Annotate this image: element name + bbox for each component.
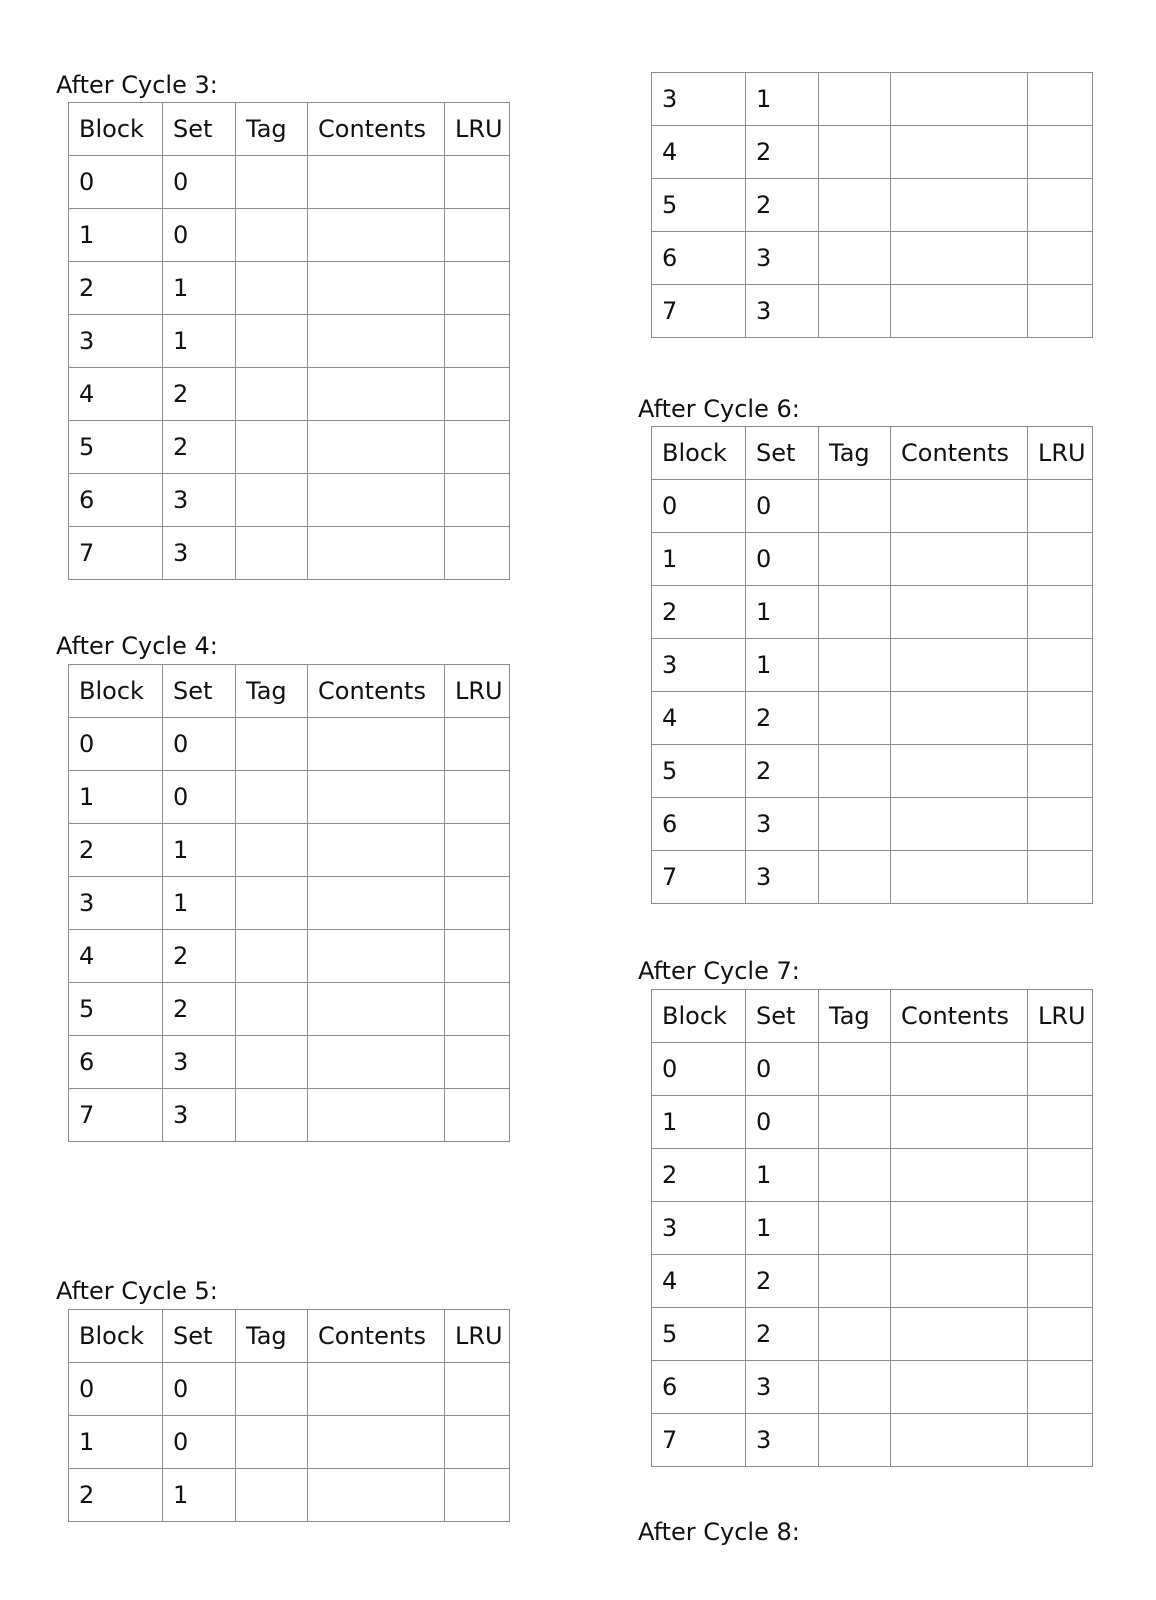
cell-set: 3 (746, 1361, 819, 1414)
cell-lru (1028, 1202, 1093, 1255)
cell-tag (819, 586, 891, 639)
cell-lru (1028, 851, 1093, 904)
cell-set: 0 (746, 1096, 819, 1149)
cache-table-cycle-7 (651, 989, 1093, 1467)
cell-contents (308, 1416, 445, 1469)
column-header-block: Block (69, 103, 163, 156)
table-row (652, 692, 1093, 745)
column-header-set: Set (746, 990, 819, 1043)
column-header-set: Set (163, 1310, 236, 1363)
table-header-row (652, 990, 1093, 1043)
table-row (69, 1416, 510, 1469)
cell-set: 2 (746, 692, 819, 745)
cell-block: 7 (69, 1089, 163, 1142)
heading-after-cycle-5: After Cycle 5: (56, 1277, 218, 1305)
heading-after-cycle-4: After Cycle 4: (56, 632, 218, 660)
table-row (69, 771, 510, 824)
cell-contents (891, 639, 1028, 692)
cell-lru (445, 474, 510, 527)
cell-block: 2 (69, 262, 163, 315)
cell-set: 3 (746, 1414, 819, 1467)
table-row (652, 1414, 1093, 1467)
cell-tag (819, 745, 891, 798)
cell-contents (308, 1469, 445, 1522)
cell-block: 3 (69, 877, 163, 930)
cell-tag (819, 1043, 891, 1096)
cell-set: 0 (163, 156, 236, 209)
table-row (69, 983, 510, 1036)
cell-lru (1028, 1149, 1093, 1202)
cell-set: 3 (746, 798, 819, 851)
cell-lru (1028, 533, 1093, 586)
cell-set: 3 (746, 232, 819, 285)
cell-lru (1028, 1308, 1093, 1361)
cell-set: 1 (746, 586, 819, 639)
cell-tag (236, 1469, 308, 1522)
cell-set: 1 (163, 1469, 236, 1522)
cell-block: 1 (652, 1096, 746, 1149)
cell-lru (1028, 73, 1093, 126)
cell-lru (1028, 126, 1093, 179)
cache-table-cycle-5 (68, 1309, 510, 1522)
cell-block: 2 (652, 586, 746, 639)
cell-tag (236, 262, 308, 315)
table-row (652, 1149, 1093, 1202)
cell-block: 7 (652, 285, 746, 338)
column-header-lru: LRU (1028, 990, 1093, 1043)
table-row (652, 586, 1093, 639)
cell-set: 0 (163, 1363, 236, 1416)
table-row (652, 1043, 1093, 1096)
cache-table-cycle-5-continued (651, 72, 1093, 338)
table-row (69, 1469, 510, 1522)
cell-lru (445, 1416, 510, 1469)
table-row (652, 851, 1093, 904)
cell-contents (891, 126, 1028, 179)
cell-set: 2 (163, 983, 236, 1036)
cell-lru (1028, 232, 1093, 285)
cell-block: 1 (69, 209, 163, 262)
cell-set: 3 (746, 851, 819, 904)
cell-set: 2 (163, 930, 236, 983)
column-header-tag: Tag (236, 1310, 308, 1363)
cell-block: 2 (69, 1469, 163, 1522)
cell-set: 1 (163, 315, 236, 368)
cell-tag (236, 771, 308, 824)
column-header-block: Block (652, 427, 746, 480)
cell-tag (819, 692, 891, 745)
cell-contents (308, 315, 445, 368)
cell-set: 1 (746, 73, 819, 126)
cell-block: 6 (652, 232, 746, 285)
cell-lru (1028, 692, 1093, 745)
cell-tag (819, 533, 891, 586)
cell-lru (445, 824, 510, 877)
column-header-block: Block (69, 665, 163, 718)
cell-block: 0 (69, 156, 163, 209)
cell-tag (819, 798, 891, 851)
cell-block: 7 (69, 527, 163, 580)
cell-lru (445, 1036, 510, 1089)
cell-tag (819, 126, 891, 179)
cell-tag (236, 421, 308, 474)
cell-contents (308, 930, 445, 983)
cell-lru (445, 421, 510, 474)
cell-block: 6 (69, 1036, 163, 1089)
cache-table-cycle-3 (68, 102, 510, 580)
cell-set: 1 (163, 262, 236, 315)
cell-block: 6 (69, 474, 163, 527)
table-row (69, 1089, 510, 1142)
table-row (652, 798, 1093, 851)
column-header-contents: Contents (891, 427, 1028, 480)
cell-contents (891, 1255, 1028, 1308)
cell-tag (236, 1416, 308, 1469)
table-row (69, 1363, 510, 1416)
cell-block: 3 (652, 1202, 746, 1255)
cell-block: 0 (652, 1043, 746, 1096)
cell-contents (308, 771, 445, 824)
cell-lru (445, 983, 510, 1036)
cell-contents (891, 232, 1028, 285)
table-row (69, 474, 510, 527)
cell-set: 0 (746, 1043, 819, 1096)
cell-block: 2 (69, 824, 163, 877)
table-row (652, 1096, 1093, 1149)
cell-set: 2 (746, 126, 819, 179)
cell-tag (819, 285, 891, 338)
cell-contents (308, 718, 445, 771)
cell-lru (1028, 285, 1093, 338)
cell-contents (891, 798, 1028, 851)
cell-set: 3 (163, 1036, 236, 1089)
table-row (652, 179, 1093, 232)
cell-contents (891, 1308, 1028, 1361)
cell-contents (891, 1149, 1028, 1202)
cell-contents (308, 877, 445, 930)
table-row (69, 156, 510, 209)
cell-block: 1 (652, 533, 746, 586)
table-row (69, 315, 510, 368)
cell-block: 4 (69, 368, 163, 421)
cell-set: 1 (163, 877, 236, 930)
cell-contents (891, 1096, 1028, 1149)
cell-lru (445, 1469, 510, 1522)
cache-table-cycle-6 (651, 426, 1093, 904)
cell-lru (1028, 1043, 1093, 1096)
cell-set: 2 (746, 179, 819, 232)
cell-set: 2 (163, 421, 236, 474)
cell-block: 2 (652, 1149, 746, 1202)
cell-contents (308, 1036, 445, 1089)
cell-set: 0 (163, 771, 236, 824)
cell-lru (445, 930, 510, 983)
cell-set: 3 (163, 474, 236, 527)
cell-lru (1028, 480, 1093, 533)
table-row (69, 824, 510, 877)
table-row (652, 745, 1093, 798)
cell-block: 4 (69, 930, 163, 983)
cell-set: 2 (163, 368, 236, 421)
column-header-lru: LRU (445, 1310, 510, 1363)
cell-contents (891, 73, 1028, 126)
cell-contents (308, 1363, 445, 1416)
table-row (652, 126, 1093, 179)
cell-lru (1028, 745, 1093, 798)
column-header-block: Block (652, 990, 746, 1043)
table-row (69, 421, 510, 474)
cell-tag (236, 527, 308, 580)
cell-contents (308, 156, 445, 209)
cell-lru (1028, 1096, 1093, 1149)
column-header-tag: Tag (236, 665, 308, 718)
cell-contents (891, 285, 1028, 338)
cell-lru (445, 771, 510, 824)
cell-block: 0 (69, 1363, 163, 1416)
cell-contents (308, 824, 445, 877)
cell-block: 7 (652, 851, 746, 904)
table-header-row (652, 427, 1093, 480)
cell-tag (819, 232, 891, 285)
cell-set: 0 (163, 718, 236, 771)
cell-block: 6 (652, 798, 746, 851)
column-header-set: Set (746, 427, 819, 480)
cell-tag (236, 824, 308, 877)
cell-tag (819, 1149, 891, 1202)
cell-lru (445, 262, 510, 315)
cell-tag (236, 877, 308, 930)
cell-set: 2 (746, 745, 819, 798)
cell-set: 2 (746, 1308, 819, 1361)
cell-tag (819, 73, 891, 126)
cell-set: 3 (163, 1089, 236, 1142)
column-header-lru: LRU (445, 665, 510, 718)
table-row (69, 1036, 510, 1089)
column-header-lru: LRU (1028, 427, 1093, 480)
cell-lru (1028, 179, 1093, 232)
cell-block: 7 (652, 1414, 746, 1467)
cell-lru (1028, 639, 1093, 692)
cell-block: 5 (652, 1308, 746, 1361)
table-row (652, 533, 1093, 586)
cell-lru (445, 315, 510, 368)
cell-tag (819, 1308, 891, 1361)
cell-lru (445, 368, 510, 421)
table-row (652, 1308, 1093, 1361)
cell-contents (308, 527, 445, 580)
cell-block: 0 (69, 718, 163, 771)
cell-block: 6 (652, 1361, 746, 1414)
cell-set: 3 (746, 285, 819, 338)
cell-tag (236, 930, 308, 983)
cell-set: 3 (163, 527, 236, 580)
cell-contents (891, 586, 1028, 639)
cell-block: 4 (652, 692, 746, 745)
cell-block: 3 (652, 73, 746, 126)
cell-contents (891, 1361, 1028, 1414)
column-header-lru: LRU (445, 103, 510, 156)
cell-contents (308, 474, 445, 527)
cell-block: 1 (69, 771, 163, 824)
cell-contents (308, 209, 445, 262)
column-header-contents: Contents (891, 990, 1028, 1043)
cell-tag (236, 1363, 308, 1416)
column-header-contents: Contents (308, 103, 445, 156)
cell-lru (1028, 1255, 1093, 1308)
cell-set: 2 (746, 1255, 819, 1308)
cell-tag (819, 851, 891, 904)
cell-lru (1028, 1414, 1093, 1467)
heading-after-cycle-6: After Cycle 6: (638, 395, 800, 423)
table-row (69, 368, 510, 421)
table-row (652, 285, 1093, 338)
cell-block: 5 (69, 421, 163, 474)
column-header-tag: Tag (236, 103, 308, 156)
cell-tag (236, 983, 308, 1036)
cell-lru (445, 1089, 510, 1142)
cell-lru (1028, 1361, 1093, 1414)
cell-tag (236, 315, 308, 368)
table-row (69, 262, 510, 315)
cell-lru (445, 1363, 510, 1416)
table-row (69, 930, 510, 983)
cell-contents (891, 745, 1028, 798)
cell-tag (236, 1036, 308, 1089)
cell-contents (308, 1089, 445, 1142)
table-row (652, 1202, 1093, 1255)
cell-tag (236, 156, 308, 209)
cell-block: 3 (69, 315, 163, 368)
cell-contents (308, 368, 445, 421)
column-header-block: Block (69, 1310, 163, 1363)
cell-contents (891, 480, 1028, 533)
cell-lru (1028, 798, 1093, 851)
table-row (652, 73, 1093, 126)
cell-block: 3 (652, 639, 746, 692)
table-row (69, 527, 510, 580)
cell-contents (891, 1202, 1028, 1255)
cache-table-cycle-4 (68, 664, 510, 1142)
cell-tag (819, 639, 891, 692)
cell-contents (891, 1043, 1028, 1096)
cell-tag (236, 209, 308, 262)
cell-contents (891, 533, 1028, 586)
heading-after-cycle-3: After Cycle 3: (56, 71, 218, 99)
table-row (652, 1255, 1093, 1308)
column-header-tag: Tag (819, 427, 891, 480)
cell-tag (236, 368, 308, 421)
cell-tag (819, 1096, 891, 1149)
table-header-row (69, 665, 510, 718)
column-header-tag: Tag (819, 990, 891, 1043)
cell-contents (308, 262, 445, 315)
cell-set: 1 (746, 639, 819, 692)
cell-block: 4 (652, 126, 746, 179)
column-header-set: Set (163, 103, 236, 156)
heading-after-cycle-8: After Cycle 8: (638, 1518, 800, 1546)
cell-tag (819, 1255, 891, 1308)
column-header-set: Set (163, 665, 236, 718)
cell-contents (891, 1414, 1028, 1467)
cell-tag (819, 480, 891, 533)
cell-block: 1 (69, 1416, 163, 1469)
cell-block: 5 (652, 745, 746, 798)
table-row (69, 209, 510, 262)
cell-set: 0 (163, 1416, 236, 1469)
cell-contents (891, 179, 1028, 232)
cell-set: 0 (746, 533, 819, 586)
cell-tag (236, 1089, 308, 1142)
cell-block: 4 (652, 1255, 746, 1308)
cell-set: 1 (746, 1202, 819, 1255)
cell-block: 5 (69, 983, 163, 1036)
table-row (652, 232, 1093, 285)
cell-tag (236, 718, 308, 771)
table-row (652, 1361, 1093, 1414)
cell-contents (308, 421, 445, 474)
cell-lru (445, 156, 510, 209)
cell-tag (819, 1361, 891, 1414)
heading-after-cycle-7: After Cycle 7: (638, 957, 800, 985)
cell-tag (236, 474, 308, 527)
cell-tag (819, 179, 891, 232)
cell-block: 5 (652, 179, 746, 232)
table-header-row (69, 1310, 510, 1363)
cell-set: 0 (163, 209, 236, 262)
column-header-contents: Contents (308, 665, 445, 718)
cell-set: 1 (163, 824, 236, 877)
table-row (652, 480, 1093, 533)
table-row (69, 877, 510, 930)
cell-block: 0 (652, 480, 746, 533)
column-header-contents: Contents (308, 1310, 445, 1363)
cell-contents (891, 851, 1028, 904)
table-row (69, 718, 510, 771)
cell-tag (819, 1414, 891, 1467)
cell-lru (445, 718, 510, 771)
cell-set: 0 (746, 480, 819, 533)
cell-tag (819, 1202, 891, 1255)
table-row (652, 639, 1093, 692)
cell-set: 1 (746, 1149, 819, 1202)
cell-lru (445, 877, 510, 930)
cell-lru (445, 209, 510, 262)
cell-contents (891, 692, 1028, 745)
cell-contents (308, 983, 445, 1036)
cell-lru (1028, 586, 1093, 639)
cell-lru (445, 527, 510, 580)
table-header-row (69, 103, 510, 156)
